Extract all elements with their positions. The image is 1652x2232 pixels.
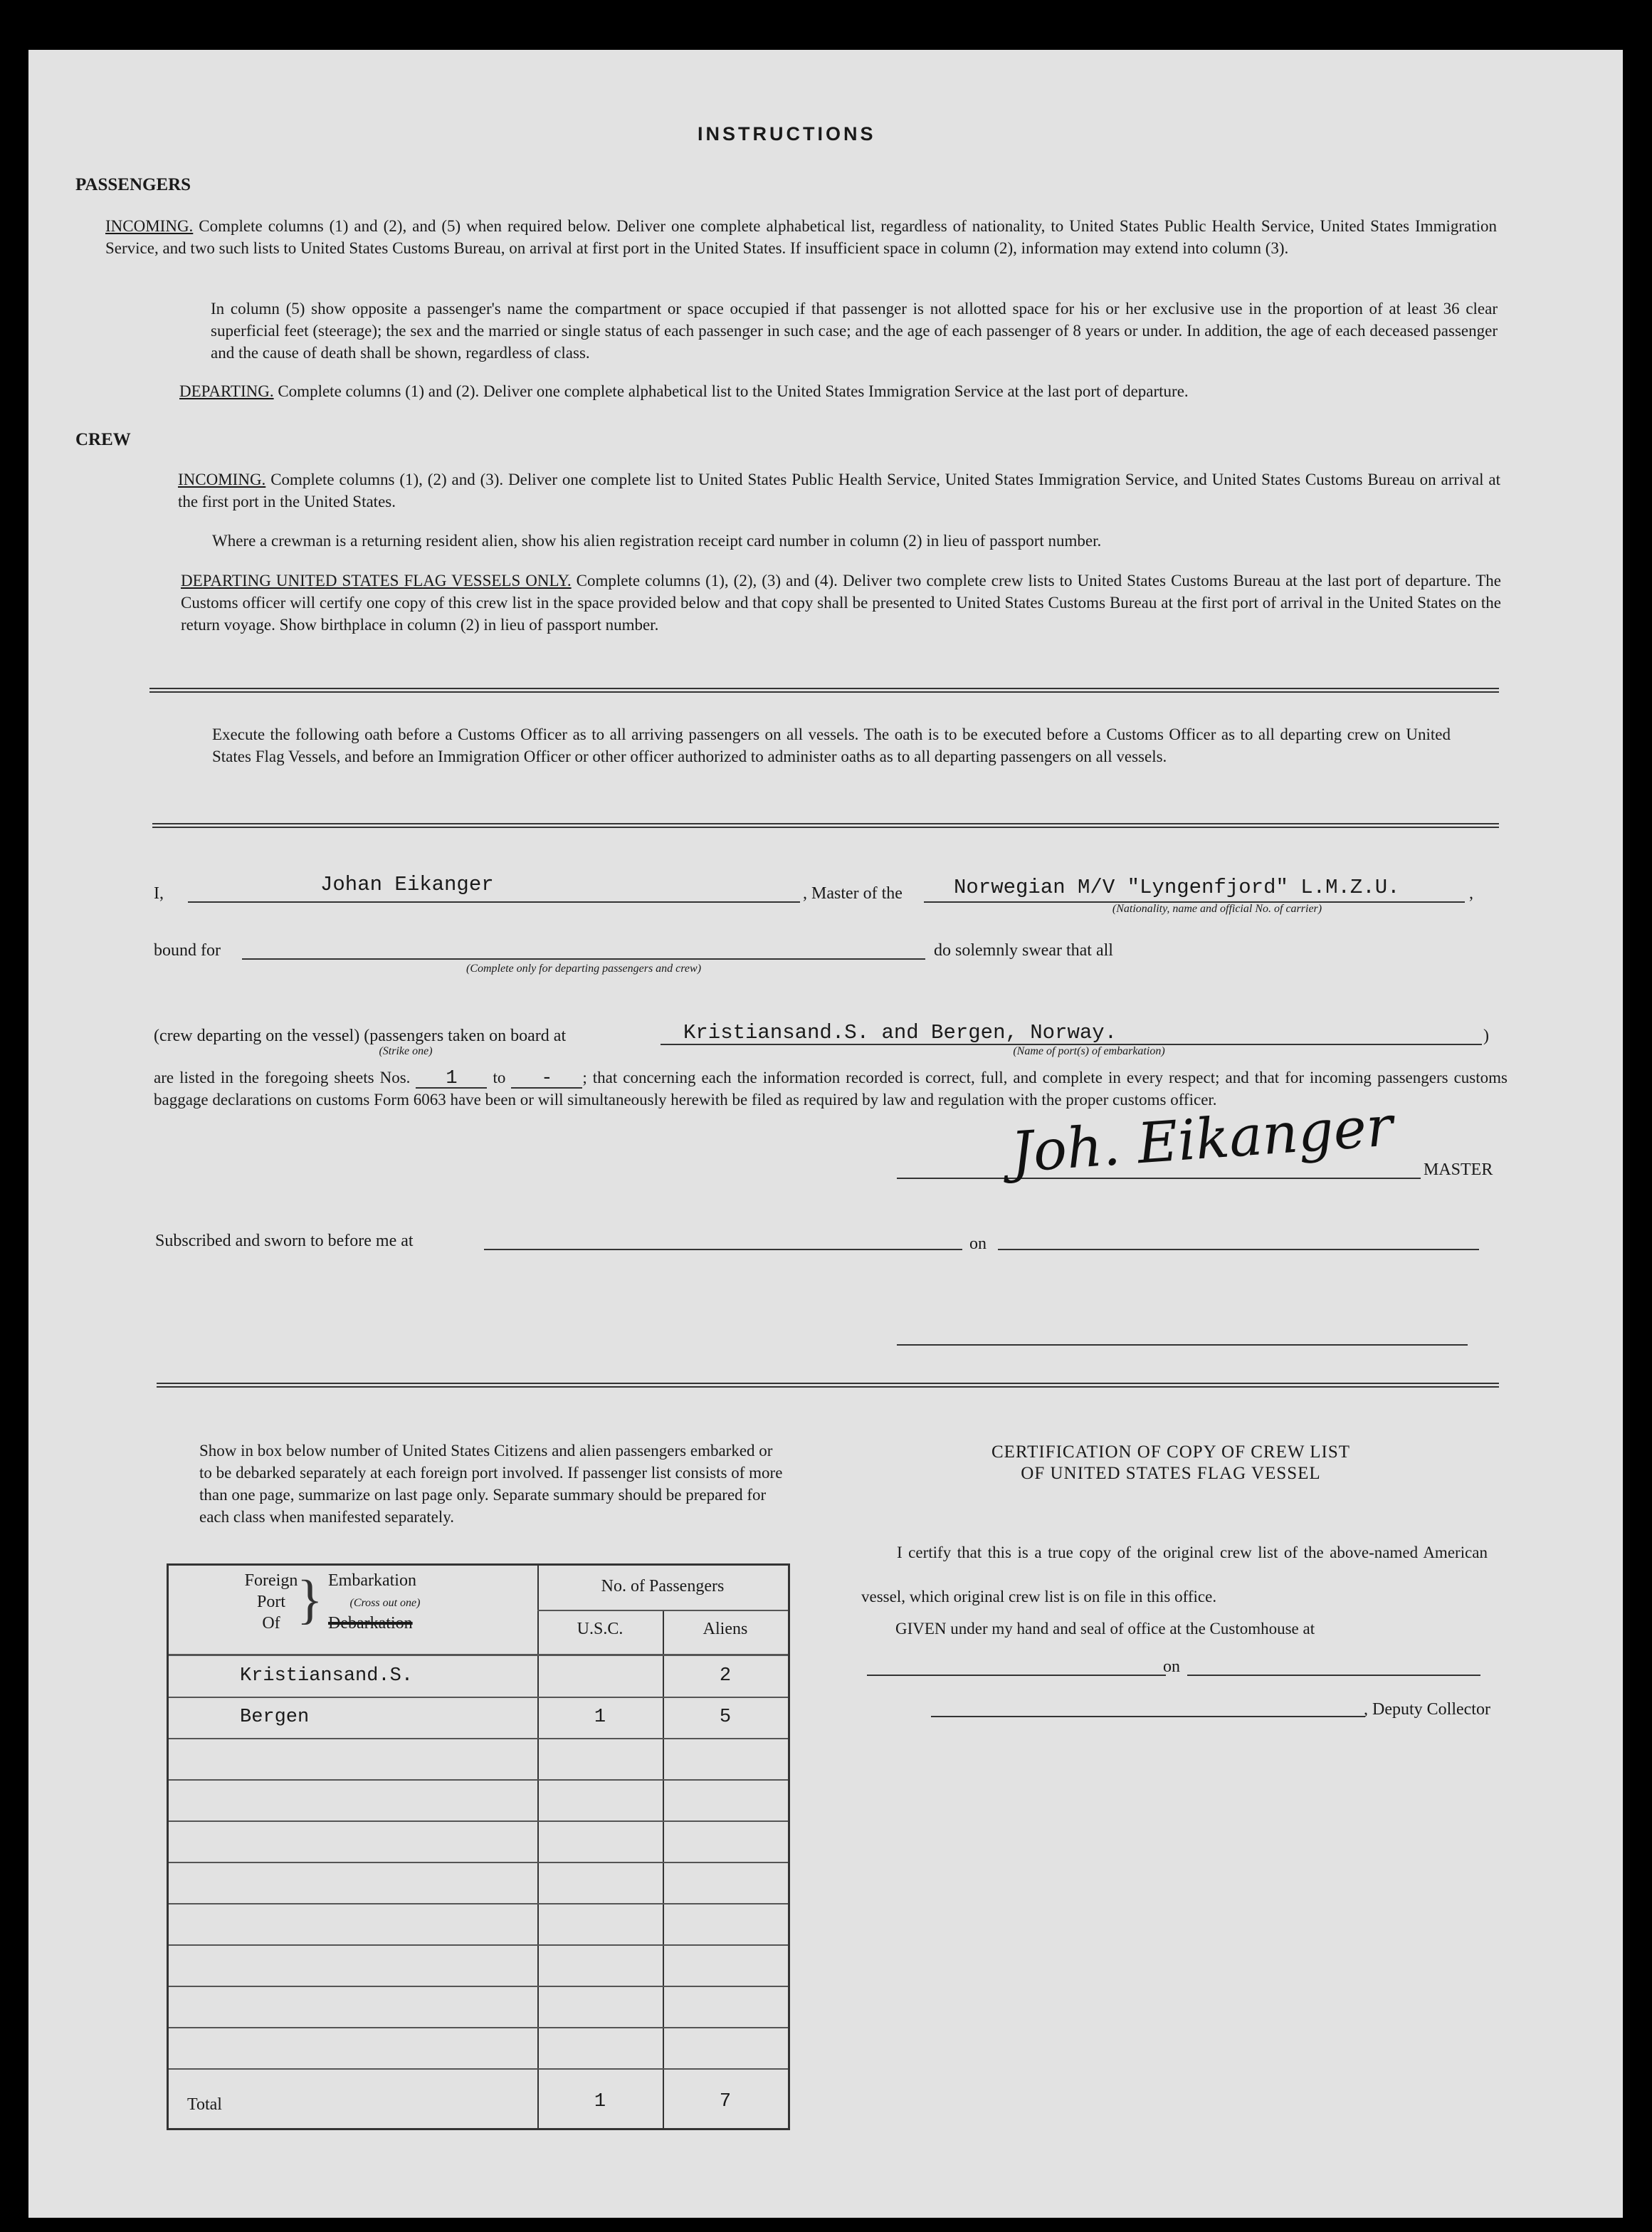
passenger-summary-table [167, 1563, 790, 2130]
certification-title-2: OF UNITED STATES FLAG VESSEL [1021, 1464, 1321, 1483]
vessel-name: Norwegian M/V "Lyngenfjord" L.M.Z.U. [954, 876, 1400, 899]
total-usc: 1 [594, 2091, 606, 2112]
sheets-label: are listed in the foregoing sheets Nos. [154, 1069, 411, 1086]
row-aliens: 2 [719, 1665, 732, 1687]
signature-line [897, 1178, 1421, 1179]
sheet-to: - [511, 1070, 582, 1089]
col-divider-2 [663, 1610, 664, 2128]
row-line [169, 2068, 788, 2070]
deputy-collector-line [931, 1716, 1365, 1717]
total-aliens: 7 [719, 2091, 732, 2112]
header-of: Of [262, 1614, 280, 1633]
master-of-label: , Master of the [803, 884, 903, 903]
passengers-heading: PASSENGERS [75, 175, 191, 194]
row-port: Bergen [240, 1707, 310, 1728]
header-foreign: Foreign [244, 1571, 298, 1590]
passengers-departing-label: DEPARTING. [179, 382, 274, 400]
row-port: Kristiansand.S. [240, 1665, 414, 1687]
given-text: GIVEN under my hand and seal of office at the Customhouse at [895, 1620, 1315, 1638]
certification-date-line [1187, 1675, 1480, 1676]
header-no-passengers: No. of Passengers [601, 1577, 725, 1596]
certification-on-label: on [1163, 1657, 1180, 1676]
certification-title-1: CERTIFICATION OF COPY OF CREW LIST [991, 1442, 1351, 1462]
crew-departing-text: Complete columns (1), (2), (3) and (4). Deliver two complete crew lists to United States Customs Bureau at the last port of departure. The Customs officer will certify one copy of this crew list in the space provided below and that copy shall be presented to United States Customs Bureau at the first port of arrival in the United States on the return voyage. Show birthplace in column (2) in lieu of passport number. [181, 572, 1502, 634]
row-line [169, 1779, 788, 1781]
passengers-incoming-text: Complete columns (1) and (2), and (5) when required below. Deliver one complete alphabetical list, regardless of nationality, to United States Public Health Service, United States Immigration Service, and two such lists to United States Customs Bureau, on arrival at first port in the United States. If insufficient space in column (2), information may extend into column (3). [105, 217, 1497, 257]
passengers-departing-block [179, 380, 1500, 402]
row-line [169, 1820, 788, 1822]
total-label: Total [187, 2095, 222, 2114]
brace-mark: } [297, 1570, 323, 1630]
row-line [169, 1944, 788, 1946]
row-line [169, 1862, 788, 1863]
row-line [169, 1903, 788, 1904]
header-subline [537, 1610, 788, 1611]
close-paren: ) [1483, 1027, 1489, 1045]
divider-oath [152, 823, 1499, 828]
divider-top [149, 688, 1499, 693]
crew-incoming-label: INCOMING. [178, 471, 266, 488]
sheets-text: ; that concerning each the information recorded is correct, full, and complete in every respect; and that for incoming passengers customs baggage declarations on customs Form 6063 have been or will simultaneously herewith be filed as required by law and regulation with the proper customs officer. [154, 1069, 1508, 1109]
passengers-incoming-label: INCOMING. [105, 217, 194, 235]
header-port: Port [256, 1593, 285, 1611]
header-embarkation: Embarkation [328, 1571, 416, 1590]
bound-for-label: bound for [154, 941, 221, 960]
passengers-departing-text: Complete columns (1) and (2). Deliver one complete alphabetical list to the United States Immigration Service at the last port of departure. [278, 382, 1189, 400]
master-signature: Joh. Eikanger [1009, 1094, 1395, 1185]
header-debarkation: Debarkation [328, 1614, 413, 1633]
crew-incoming-block [178, 468, 1500, 513]
passengers-incoming-block [105, 215, 1497, 259]
passengers-column5-text: In column (5) show opposite a passenger's name the compartment or space occupied if that passenger is not allotted space for his or her exclusive use in the proportion of at least 36 clear superficial feet (steerage); the sex and the married or single status of each passenger in such case; and the age of each passenger of 8 years or under. In addition, the age of each deceased passenger and the cause of death shall be shown, regardless of class. [211, 300, 1498, 362]
bound-for-line [242, 958, 925, 960]
header-cross-out: (Cross out one) [349, 1597, 421, 1609]
strike-caption: (Strike one) [379, 1045, 433, 1057]
page-title: INSTRUCTIONS [698, 123, 876, 145]
row-line [169, 1986, 788, 1987]
row-aliens: 5 [719, 1707, 732, 1728]
master-label: MASTER [1424, 1160, 1493, 1179]
crew-departing-label: (crew departing on the vessel) (passengers taken on board at [154, 1027, 567, 1045]
subscribed-place-line [484, 1249, 962, 1250]
subscribed-date-line [998, 1249, 1479, 1250]
ports-caption: (Name of port(s) of embarkation) [1013, 1045, 1165, 1057]
swear-label: do solemnly swear that all [934, 941, 1113, 960]
bound-for-caption: (Complete only for departing passengers and crew) [465, 963, 702, 975]
certify-text: I certify that this is a true copy of the original crew list of the above-named American vessel, which original crew list is on file in this office. [861, 1544, 1488, 1605]
subscribed-on-label: on [969, 1235, 987, 1253]
crew-heading: CREW [75, 430, 131, 449]
to-label: to [493, 1069, 506, 1086]
header-bottom [169, 1654, 788, 1656]
header-aliens: Aliens [703, 1620, 748, 1638]
sheet-from: 1 [416, 1070, 487, 1089]
crew-alien-text: Where a crewman is a returning resident alien, show his alien registration receipt card number in column (2) in lieu of passport number. [212, 532, 1102, 550]
divider-bottom [157, 1383, 1499, 1388]
deputy-collector-label: , Deputy Collector [1364, 1700, 1490, 1719]
col-divider-1 [537, 1566, 539, 2128]
comma-mark: , [1469, 884, 1473, 903]
form-page [28, 50, 1623, 2218]
row-line [169, 1738, 788, 1739]
oath-i-label: I, [154, 884, 164, 903]
customhouse-line [867, 1675, 1166, 1676]
header-usc: U.S.C. [577, 1620, 624, 1638]
officer-line [897, 1344, 1468, 1346]
summary-instruction: Show in box below number of United States Citizens and alien passengers embarked or to be debarked separately at each foreign port involved. If passenger list consists of more than one page, summarize on last page only. Separate summary should be prepared for each class when manifested separately. [199, 1442, 783, 1526]
ports-of-embarkation: Kristiansand.S. and Bergen, Norway. [683, 1021, 1117, 1044]
vessel-caption: (Nationality, name and official No. of carrier) [1112, 903, 1322, 915]
crew-departing-label: DEPARTING UNITED STATES FLAG VESSELS ONLY. [181, 572, 572, 590]
master-name: Johan Eikanger [320, 873, 494, 896]
oath-instruction: Execute the following oath before a Customs Officer as to all arriving passengers on all vessels. The oath is to be executed before a Customs Officer as to all departing crew on United States Flag Vessels, and before an Immigration Officer or other officer authorized to administer oaths as to all departing passengers on all vessels. [212, 725, 1451, 765]
row-line [169, 2027, 788, 2028]
crew-departing-block [181, 570, 1501, 636]
master-name-line [188, 901, 800, 903]
row-usc: 1 [594, 1707, 606, 1728]
row-line [169, 1697, 788, 1698]
subscribed-label: Subscribed and sworn to before me at [155, 1232, 414, 1250]
crew-incoming-text: Complete columns (1), (2) and (3). Deliver one complete list to United States Public Health Service, United States Immigration Service, and United States Customs Bureau on arrival at the first port in the United States. [178, 471, 1501, 510]
